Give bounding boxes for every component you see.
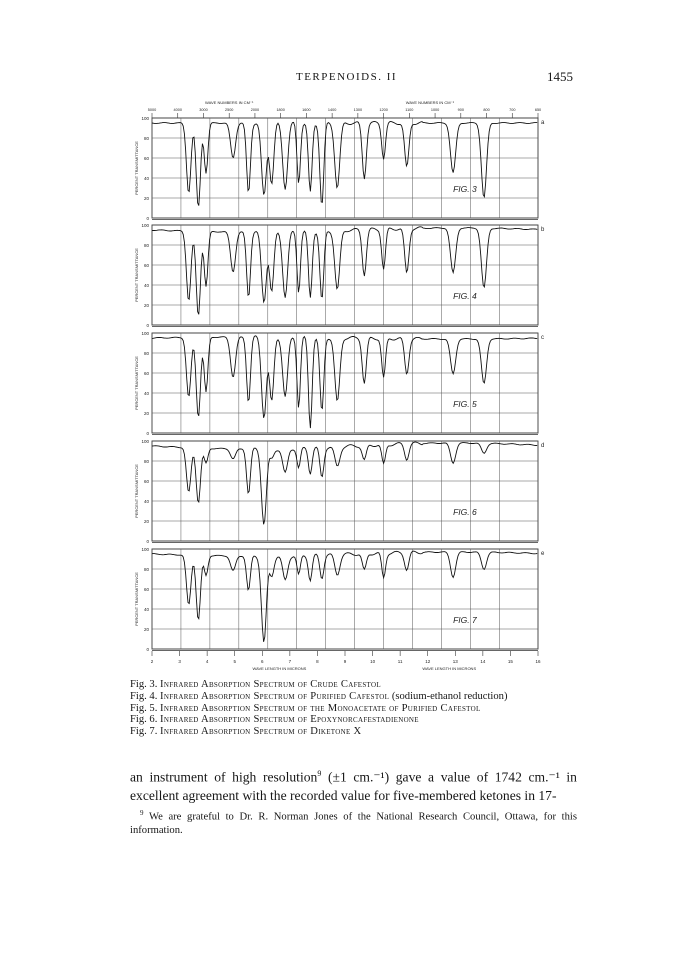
top-tick-label: 1300 — [353, 108, 363, 112]
y-tick-label: 40 — [143, 607, 149, 612]
y-tick-label: 40 — [143, 283, 149, 288]
top-tick-label: 700 — [509, 108, 516, 112]
y-tick-label: 100 — [141, 439, 149, 444]
y-tick-label: 100 — [141, 116, 149, 121]
footnote-mark: 9 — [140, 809, 144, 817]
top-tick-label: 1000 — [430, 108, 440, 112]
y-tick-label: 60 — [143, 156, 149, 161]
bottom-axis-title: WAVE LENGTH IN MICRONS — [252, 666, 307, 671]
y-tick-label: 20 — [143, 303, 149, 308]
y-tick-label: 80 — [143, 136, 149, 141]
bottom-tick-label: 13 — [452, 659, 458, 664]
y-tick-label: 40 — [143, 391, 149, 396]
top-tick-label: 900 — [457, 108, 464, 112]
y-tick-label: 100 — [141, 547, 149, 552]
y-tick-label: 20 — [143, 196, 149, 201]
top-tick-label: 5000 — [147, 108, 157, 112]
caption-fig-5 — [130, 703, 575, 715]
panel-label: FIG. 3 — [453, 184, 477, 194]
top-tick-label: 650 — [534, 108, 542, 112]
y-tick-label: 100 — [141, 223, 149, 228]
bottom-axis-title: WAVE LENGTH IN MICRONS — [422, 666, 477, 671]
top-tick-label: 2000 — [250, 108, 260, 112]
top-tick-label: 1800 — [276, 108, 285, 112]
top-axis-title: WAVE NUMBERS IN CM⁻¹ — [405, 100, 455, 105]
y-tick-label: 60 — [143, 587, 149, 592]
bottom-tick-label: 7 — [288, 659, 292, 664]
caption-number: Fig. 3. — [130, 679, 158, 690]
panel-label: FIG. 6 — [453, 507, 477, 517]
caption-fig-6 — [130, 714, 575, 726]
y-tick-label: 0 — [146, 431, 149, 436]
bottom-tick-label: 6 — [261, 659, 264, 664]
y-tick-label: 80 — [143, 351, 149, 356]
y-axis-label: PERCENT TRANSMITTANCE — [134, 141, 139, 195]
panel-label: FIG. 7 — [453, 615, 477, 625]
y-tick-label: 40 — [143, 176, 149, 181]
caption-number: Fig. 5. — [130, 702, 158, 714]
corner-label: d — [541, 443, 545, 449]
bottom-tick-label: 3 — [178, 659, 181, 664]
caption-fig-7 — [130, 726, 575, 738]
caption-text: Infrared Absorption Spectrum of Crude Cafestol — [160, 679, 381, 690]
bottom-tick-label: 5 — [233, 659, 236, 664]
y-axis-label: PERCENT TRANSMITTANCE — [134, 248, 139, 302]
running-title: TERPENOIDS. II — [295, 71, 398, 83]
corner-label: b — [541, 227, 545, 233]
bottom-tick-label: 16 — [535, 659, 541, 664]
y-axis-label: PERCENT TRANSMITTANCE — [134, 572, 139, 626]
bottom-tick-label: 2 — [150, 659, 154, 664]
bottom-tick-label: 12 — [425, 659, 431, 664]
top-tick-label: 1600 — [302, 108, 311, 112]
bottom-tick-label: 10 — [370, 659, 376, 664]
caption-text: Infrared Absorption Spectrum of Diketone X — [160, 726, 362, 738]
top-tick-label: 1100 — [405, 108, 414, 112]
y-tick-label: 60 — [143, 371, 149, 376]
y-tick-label: 0 — [146, 647, 149, 652]
corner-label: a — [541, 120, 545, 126]
y-tick-label: 60 — [143, 479, 149, 484]
y-tick-label: 0 — [146, 216, 149, 221]
page-number: 1455 — [547, 69, 573, 84]
y-tick-label: 0 — [146, 323, 149, 328]
y-tick-label: 60 — [143, 263, 149, 268]
caption-number: Fig. 7. — [130, 726, 158, 738]
figure-captions — [130, 679, 575, 738]
bottom-tick-label: 9 — [343, 659, 347, 664]
body-paragraph: an instrument of high resolution$^9$ (±1 cm.⁻¹) gave a value of 1742 cm.⁻¹ in excellent agreement with the recorded value for five-membered ketones in 17- — [130, 769, 577, 803]
footnote-ref: 9 — [317, 769, 322, 778]
footnote: $^9$ We are grateful to Dr. R. Norman Jones of the National Research Council, Ottawa, for this information. — [130, 809, 577, 836]
bottom-tick-label: 8 — [316, 659, 319, 664]
y-tick-label: 20 — [143, 411, 149, 416]
y-tick-label: 20 — [143, 627, 149, 632]
caption-number: Fig. 6. — [130, 714, 158, 726]
top-tick-label: 800 — [483, 108, 490, 112]
y-tick-label: 0 — [146, 539, 149, 544]
bottom-tick-label: 11 — [397, 659, 403, 664]
top-tick-label: 2500 — [224, 108, 234, 112]
y-tick-label: 80 — [143, 459, 149, 464]
y-tick-label: 40 — [143, 499, 149, 504]
corner-label: c — [541, 335, 544, 341]
corner-label: e — [541, 551, 545, 557]
caption-fig-3 — [130, 679, 575, 691]
y-tick-label: 20 — [143, 519, 149, 524]
y-tick-label: 100 — [141, 331, 149, 336]
y-tick-label: 80 — [143, 243, 149, 248]
caption-text: Infrared Absorption Spectrum of the Monoacetate of Purified Cafestol — [160, 702, 481, 714]
caption-text: Infrared Absorption Spectrum of Purified Cafestol — [160, 690, 390, 702]
y-tick-label: 80 — [143, 567, 149, 572]
caption-number: Fig. 4. — [130, 690, 158, 702]
top-tick-label: 3000 — [199, 108, 208, 112]
panel-label: FIG. 4 — [453, 291, 477, 301]
y-axis-label: PERCENT TRANSMITTANCE — [134, 356, 139, 410]
top-tick-label: 1200 — [379, 108, 388, 112]
top-tick-label: 1400 — [327, 108, 337, 112]
caption-extra: (sodium-ethanol reduction) — [389, 690, 508, 702]
y-axis-label: PERCENT TRANSMITTANCE — [134, 464, 139, 518]
top-axis-title: WAVE NUMBERS IN CM⁻¹ — [205, 100, 254, 105]
bottom-tick-label: 15 — [507, 659, 513, 664]
caption-fig-4 — [130, 691, 575, 703]
panel-label: FIG. 5 — [453, 399, 477, 409]
bottom-tick-label: 14 — [480, 659, 486, 664]
top-tick-label: 4000 — [173, 108, 182, 112]
caption-text: Infrared Absorption Spectrum of Epoxynorcafestadienone — [160, 714, 419, 726]
bottom-tick-label: 4 — [205, 659, 209, 664]
